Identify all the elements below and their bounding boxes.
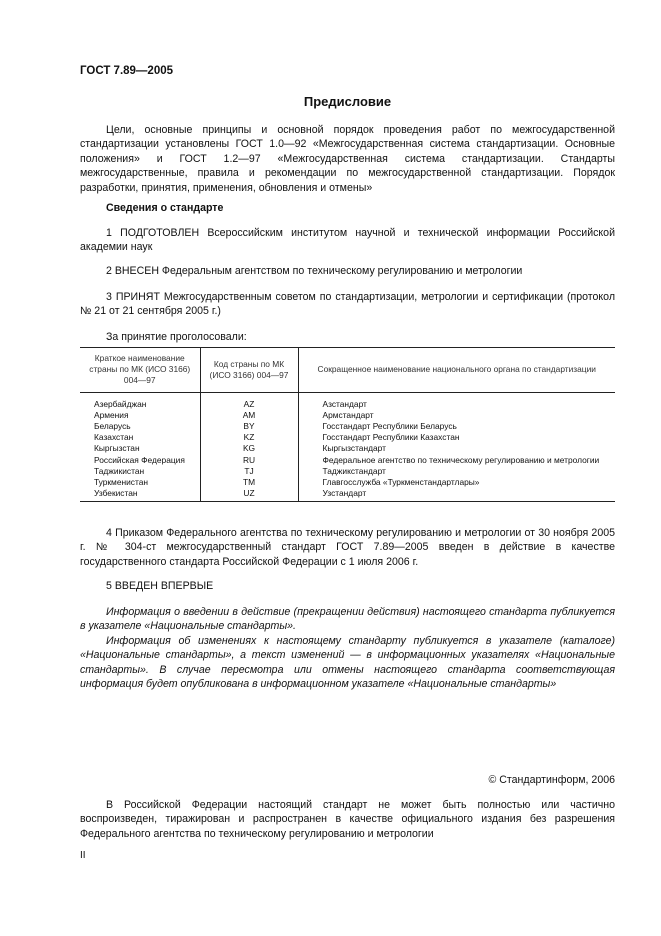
- body-cell: Госстандарт Республики Казахстан: [298, 432, 615, 443]
- code-cell: UZ: [200, 488, 298, 502]
- body-cell: Таджикстандарт: [298, 466, 615, 477]
- note-1: Информация о введении в действие (прекращении действия) настоящего стандарта публикуется в указателе «Национальные стандарты».: [80, 606, 615, 633]
- body-cell: Кыргызстандарт: [298, 443, 615, 454]
- item-2: 2 ВНЕСЕН Федеральным агентством по техническому регулированию и метрологии: [106, 265, 523, 277]
- rights-paragraph: В Российской Федерации настоящий стандарт не может быть полностью или частично воспроизведен, тиражирован и распространен в качестве официального издания без разрешения Федерального агентства по техническому регулированию и метрологии: [80, 799, 615, 840]
- code-cell: KG: [200, 443, 298, 454]
- page-title: Предисловие: [303, 94, 392, 109]
- country-cell: Беларусь: [94, 421, 131, 432]
- code-cell: KZ: [200, 432, 298, 443]
- intro-paragraph: Цели, основные принципы и основной порядок проведения работ по межгосударственной стандартизации установлены ГОСТ 1.0—92 «Межгосударственная система стандартизации. Основные положения» и ГОСТ 1.2—97 «Межгосударственная система стандартизации. Стандарты межгосударственные, правила и рекомендации по межгосударственной стандартизации. Порядок разработки, принятия, применения, обновления и отмены»: [80, 124, 615, 194]
- country-cell: Туркменистан: [94, 477, 148, 488]
- country-cell: Казахстан: [94, 432, 134, 443]
- table-row: [80, 466, 615, 477]
- table-row: [80, 488, 615, 502]
- country-cell: Узбекистан: [80, 488, 200, 502]
- code-cell: RU: [200, 455, 298, 466]
- table-row: [80, 392, 615, 410]
- item-1: 1 ПОДГОТОВЛЕН Всероссийским институтом научной и технической информации Российской академии наук: [80, 227, 615, 254]
- table-row: [80, 455, 615, 466]
- body-cell: Федеральное агентство по техническому регулированию и метрологии: [298, 455, 615, 466]
- country-cell: Российская Федерация: [94, 454, 185, 465]
- table-header-body: Сокращенное наименование национального органа по стандартизации: [298, 348, 615, 393]
- country-cell: Армения: [94, 409, 129, 420]
- item-5: 5 ВВЕДЕН ВПЕРВЫЕ: [106, 580, 214, 592]
- code-cell: TJ: [200, 466, 298, 477]
- country-cell: Таджикистан: [94, 465, 145, 476]
- table-row: [80, 477, 615, 488]
- table-row: [80, 443, 615, 454]
- table-row: [80, 432, 615, 443]
- voted-label: За принятие проголосовали:: [106, 331, 247, 343]
- code-cell: AZ: [200, 392, 298, 410]
- country-cell: Кыргызстан: [94, 443, 140, 454]
- item-4: 4 Приказом Федерального агентства по техническому регулированию и метрологии от 30 ноября 2005 г. № 304-ст межгосударственный стандарт ГОСТ 7.89—2005 введен в действие в качестве государственного стандарта Российской Федерации с 1 июля 2006 г.: [80, 527, 615, 568]
- item-3: 3 ПРИНЯТ Межгосударственным советом по стандартизации, метрологии и сертификации (протокол № 21 от 21 сентября 2005 г.): [80, 291, 615, 318]
- table-row: [80, 421, 615, 432]
- body-cell: Азстандарт: [298, 392, 615, 410]
- code-cell: BY: [200, 421, 298, 432]
- body-cell: Госстандарт Республики Беларусь: [298, 421, 615, 432]
- info-heading: Сведения о стандарте: [106, 202, 224, 214]
- page-number: II: [80, 850, 86, 861]
- table-header-code: Код страны по МК (ИСО 3166) 004—97: [200, 348, 298, 393]
- copyright: © Стандартинформ, 2006: [488, 774, 615, 786]
- document-header: ГОСТ 7.89—2005: [80, 65, 174, 77]
- code-cell: AM: [200, 410, 298, 421]
- country-cell: Азербайджан: [94, 398, 147, 409]
- code-cell: TM: [200, 477, 298, 488]
- body-cell: Армстандарт: [298, 410, 615, 421]
- body-cell: Узстандарт: [298, 488, 615, 502]
- table-row: [80, 410, 615, 421]
- note-2: Информация об изменениях к настоящему стандарту публикуется в указателе (каталоге) «Национальные стандарты», а текст изменений — в информационных указателях «Национальные стандарты». В случае пересмотра или отмены настоящего стандарта соответствующая информация будет опубликована в информационном указателе «Национальные стандарты»: [80, 634, 615, 691]
- table-header-country: Краткое наименование страны по МК (ИСО 3166) 004—97: [80, 348, 200, 393]
- body-cell: Главгосслужба «Туркменстандартлары»: [298, 477, 615, 488]
- voting-table: [80, 347, 615, 502]
